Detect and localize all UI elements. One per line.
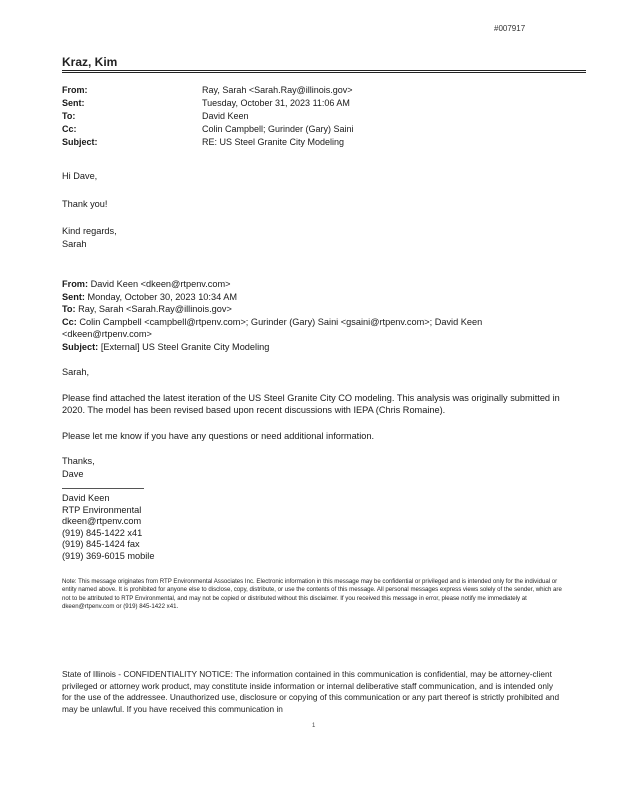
reply-body: Thank you! <box>62 198 108 209</box>
cc-label: Cc: <box>62 124 77 134</box>
header-sent-row <box>62 97 582 110</box>
mailbox-owner: Kraz, Kim <box>62 55 118 69</box>
email-body <box>62 170 562 562</box>
signature-divider <box>62 488 144 489</box>
quoted-from-row: From: David Keen <dkeen@rtpenv.com> <box>62 279 231 289</box>
quoted-subject-row: Subject: [External] US Steel Granite City Modeling <box>62 341 270 352</box>
quoted-sent-value: Monday, October 30, 2023 10:34 AM <box>87 291 238 302</box>
from-label: From: <box>62 85 88 95</box>
quoted-paragraph-1: Please find attached the latest iteration of the US Steel Granite City CO modeling. This analysis was originally submitted in 2020. The model has been revised based upon recent discussions with IEPA (Chris Romaine). <box>62 392 560 415</box>
quoted-sent-row: Sent: Monday, October 30, 2023 10:34 AM <box>62 291 238 302</box>
email-header <box>62 84 582 149</box>
sent-label: Sent: <box>62 98 85 108</box>
quoted-to-value: Ray, Sarah <Sarah.Ray@illinois.gov> <box>78 304 232 314</box>
sent-value: Tuesday, October 31, 2023 11:06 AM <box>202 98 350 108</box>
header-divider <box>62 70 586 73</box>
quoted-cc-row-cont: <dkeen@rtpenv.com> <box>62 329 152 339</box>
header-from-row <box>62 84 582 97</box>
signature-name: David Keen <box>62 493 110 503</box>
cc-value: Colin Campbell; Gurinder (Gary) Saini <box>202 124 354 134</box>
quoted-subject-value: [External] US Steel Granite City Modeling <box>100 341 270 352</box>
subject-value: RE: US Steel Granite City Modeling <box>202 137 345 147</box>
quoted-to-row: To: Ray, Sarah <Sarah.Ray@illinois.gov> <box>62 304 232 314</box>
subject-label: Subject: <box>62 137 98 147</box>
state-confidentiality-notice: State of Illinois - CONFIDENTIALITY NOTICE: The information contained in this communication is confidential, may be attorney-client privileged or attorney work product, may constitute inside information or internal deliberative staff communication, and is intended only for the use of the addressee. Unauthorized use, disclosure or copying of this communication or any part thereof is strictly prohibited and may be unlawful. If you have received this communication in <box>62 669 560 714</box>
header-cc-row <box>62 123 582 136</box>
signature-company: RTP Environmental <box>62 504 142 515</box>
from-value: Ray, Sarah <Sarah.Ray@illinois.gov> <box>202 85 353 95</box>
quoted-closing: Thanks, <box>62 456 95 466</box>
signature-phone: (919) 845-1422 x41 <box>62 527 143 538</box>
quoted-greeting: Sarah, <box>62 367 90 377</box>
quoted-name: Dave <box>62 468 84 479</box>
quoted-cc-row: Cc: Colin Campbell <campbell@rtpenv.com>; Gurinder (Gary) Saini <gsaini@rtpenv.com>; David Keen <box>62 316 483 327</box>
signature-block <box>62 493 562 562</box>
quoted-cc-value: Colin Campbell <campbell@rtpenv.com>; Gurinder (Gary) Saini <gsaini@rtpenv.com>; David Keen <box>79 316 483 327</box>
to-label: To: <box>62 111 76 121</box>
signature-email: dkeen@rtpenv.com <box>62 516 142 526</box>
signature-mobile: (919) 369-6015 mobile <box>62 550 155 561</box>
to-value: David Keen <box>202 111 249 121</box>
bates-number: #007917 <box>494 24 526 33</box>
reply-greeting: Hi Dave, <box>62 171 98 181</box>
quoted-paragraph-2: Please let me know if you have any questions or need additional information. <box>62 430 375 441</box>
header-subject-row <box>62 136 582 149</box>
quoted-from-value: David Keen <dkeen@rtpenv.com> <box>90 279 231 289</box>
page-number: 1 <box>312 723 316 729</box>
reply-name: Sarah <box>62 238 87 249</box>
header-to-row <box>62 110 582 123</box>
quoted-header <box>62 278 562 353</box>
reply-closing: Kind regards, <box>62 226 117 236</box>
signature-fax: (919) 845-1424 fax <box>62 539 140 549</box>
confidentiality-note: Note: This message originates from RTP Environmental Associates Inc. Electronic information in this message may be confidential or privileged and is intended only for the individual or entity named above. It is prohibited for anyone else to disclose, copy, distribute, or use the contents of this message. All personal messages express views solely of the sender, which are not to be attributed to RTP Environmental, and may not be copied or distributed without this disclaimer. If you received this message in error, please notify me immediately at dkeen@rtpenv.com or (919) 845-1422 x41. <box>62 578 562 610</box>
